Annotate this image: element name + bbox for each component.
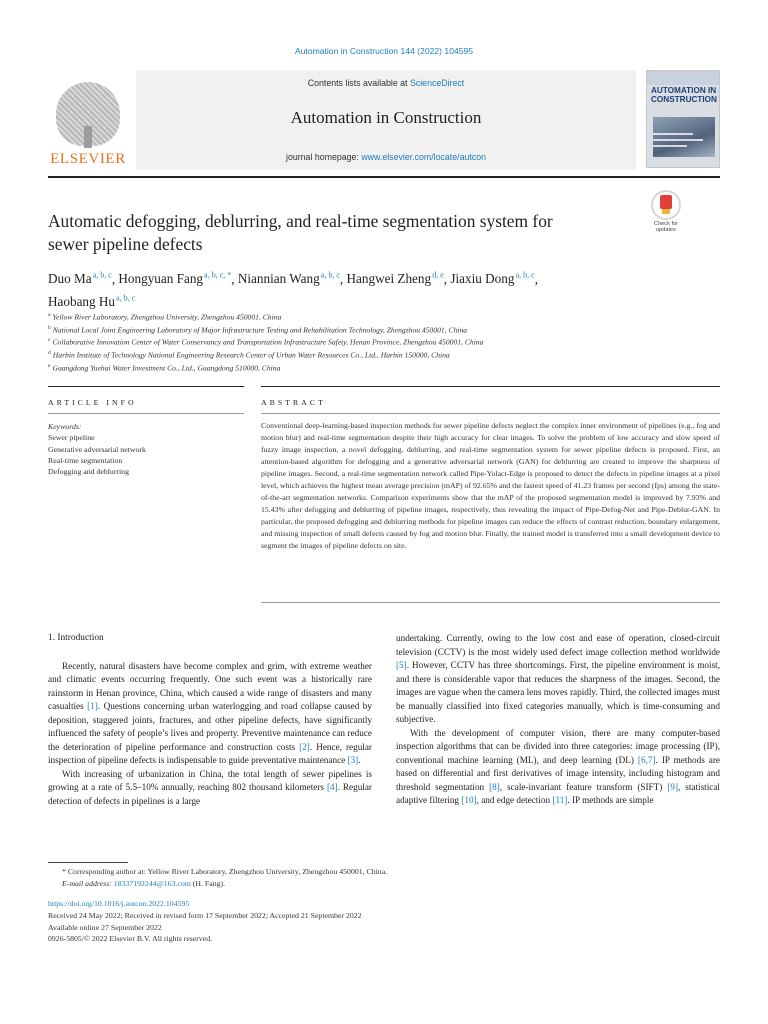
author-list bbox=[48, 266, 668, 311]
corresponding-author-note bbox=[48, 866, 720, 878]
copyright-line: 0926-5805/© 2022 Elsevier B.V. All rights reserved. bbox=[48, 934, 213, 944]
body-paragraph bbox=[48, 768, 372, 809]
affiliation-key: e bbox=[48, 362, 51, 369]
author[interactable] bbox=[347, 271, 444, 286]
author-affiliation-marks[interactable]: a, b, c bbox=[92, 271, 112, 280]
body-text: . bbox=[358, 755, 361, 765]
author[interactable] bbox=[450, 271, 534, 286]
asterisk-mark: * bbox=[62, 867, 68, 876]
affiliation bbox=[48, 310, 688, 323]
journal-banner bbox=[136, 70, 636, 170]
affiliation bbox=[48, 361, 688, 374]
author-name: Duo Ma bbox=[48, 271, 92, 287]
abstract-text: Conventional deep-learning-based inspection methods for sewer pipeline defects neglect the complex inner environment of pipelines (e.g., fog and motion blur) and real-time segmentation despite their high accuracy for clear images. To solve the problem of low accuracy and slow speed of fuzzy image inspection, a novel defogging, deblurring, and real-time segmentation system for sewer pipeline defects is proposed. First, an attention-based algorithm for defogging and a generative adversarial network (GAN) for deblurring are created to improve the sharpness of pipeline images. Second, a real-time segmentation network called Pipe-Yolact-Edge is proposed to detect the defects in pipeline images at a pixel level, which achieves the highest mean average precision (mAP) of 92.65% and the fastest speed of 41.23 frames per second (fps) among the state-of-the-art segmentation networks. Comparison experiments show that the mAP of the proposed segmentation model is improved by 7.93% and 15.43% after defogging and deblurring of pipeline images, respectively, thus revealing the impact of Pipe-Defog-Net and Pipe-Deblur-GAN. In particular, the proposed defogging and deblurring methods for pipeline images can reduce the effects of contrast reduction, boundary enlargement, and missing inspection of small defects caused by fog and motion blur. Finally, the trained model is transferred into a small development device to segment the images of pipeline defects on site. bbox=[261, 421, 720, 550]
body-text: undertaking. Currently, owing to the low cost and ease of operation, closed-circuit television (CCTV) is the most widely used defect image collection method worldwide bbox=[396, 633, 720, 657]
affiliation-key: c bbox=[48, 337, 51, 344]
author[interactable] bbox=[238, 271, 340, 286]
citation-link[interactable]: [9] bbox=[667, 781, 679, 792]
keywords-label: Keywords: bbox=[48, 422, 82, 431]
homepage-line bbox=[136, 152, 636, 162]
body-text: With increasing of urbanization in China, the total length of sewer pipelines is growing at a rate of 5.5–10% annually, reaching 802 thousand kilometers bbox=[48, 768, 372, 792]
affiliation-key: d bbox=[48, 350, 51, 357]
body-text: , scale-invariant feature transform (SIFT) bbox=[499, 781, 668, 792]
affiliation-text: Guangdong Yuehai Water Investment Co., Ltd., Guangdong 510000, China bbox=[52, 363, 281, 373]
cover-line bbox=[653, 145, 687, 147]
body-text: . Regular detection of defects in pipelines is a large bbox=[48, 782, 372, 806]
author-name: Hangwei Zheng bbox=[346, 271, 432, 287]
affiliation-key: a bbox=[48, 312, 51, 318]
journal-masthead bbox=[48, 70, 720, 170]
body-column-right bbox=[396, 632, 720, 808]
article-title bbox=[48, 210, 628, 256]
cover-photo bbox=[653, 117, 715, 157]
body-paragraph bbox=[48, 660, 372, 768]
affiliation bbox=[48, 348, 688, 361]
author-affiliation-marks[interactable]: a, b, c bbox=[320, 271, 340, 280]
email-label: E-mail address: bbox=[62, 878, 112, 888]
keywords-block bbox=[48, 421, 244, 477]
keyword[interactable]: Generative adversarial network bbox=[48, 444, 146, 454]
title-line: Automatic defogging, deblurring, and real-time segmentation system for bbox=[48, 211, 553, 231]
journal-title: Automation in Construction bbox=[290, 108, 482, 127]
body-column-left bbox=[48, 632, 372, 808]
body-text: . IP methods are simple bbox=[567, 795, 654, 805]
received-dates: Received 24 May 2022; Received in revised form 17 September 2022; Accepted 21 September 2022 bbox=[48, 910, 362, 920]
author[interactable] bbox=[48, 294, 135, 309]
citation-link[interactable]: [8] bbox=[489, 781, 500, 792]
affiliation bbox=[48, 323, 688, 336]
email-line bbox=[48, 878, 720, 890]
email-name: (H. Fang). bbox=[192, 878, 226, 888]
keyword[interactable]: Sewer pipeline bbox=[48, 433, 95, 443]
abstract-bottom-rule bbox=[261, 602, 720, 603]
running-header[interactable]: Automation in Construction 144 (2022) 104595 bbox=[294, 46, 474, 56]
corresponding-text: Corresponding author at: Yellow River Laboratory, Zhengzhou University, Zhengzhou 450001, China. bbox=[67, 867, 388, 876]
author-affiliation-marks[interactable]: d, e bbox=[432, 271, 444, 280]
cover-line bbox=[653, 139, 703, 141]
sciencedirect-link[interactable]: ScienceDirect bbox=[409, 78, 465, 88]
section-heading-introduction: 1. Introduction bbox=[48, 633, 104, 643]
check-for-updates-button[interactable] bbox=[646, 190, 686, 238]
body-paragraph bbox=[396, 632, 720, 727]
affiliation-text: National Local Joint Engineering Laboratory of Major Infrastructure Testing and Rehabilitation Technology, Zhengzhou 450001, China bbox=[52, 325, 468, 335]
citation-link[interactable]: [6,7] bbox=[637, 754, 656, 765]
body-text: . IP methods are based on differential and first derivatives of image intensity, including histogram and threshold segmentation bbox=[396, 754, 720, 792]
footnote bbox=[48, 866, 720, 889]
affiliation-text: Collaborative Innovation Center of Water Conservancy and Transportation Infrastructure Safety, Henan Province, Zhengzhou 450001, China bbox=[52, 338, 484, 347]
doi-link[interactable]: https://doi.org/10.1016/j.autcon.2022.104595 bbox=[48, 899, 190, 908]
author-affiliation-marks[interactable]: a, b, c bbox=[116, 293, 136, 303]
author-name: Haobang Hu bbox=[48, 293, 116, 309]
body-text: , statistical adaptive filtering bbox=[396, 781, 720, 805]
elsevier-logo[interactable] bbox=[48, 76, 128, 170]
cover-band bbox=[647, 71, 719, 85]
check-updates-label: Check for updates bbox=[654, 221, 678, 234]
article-info-sub-rule bbox=[48, 413, 244, 414]
publisher-name: ELSEVIER bbox=[50, 151, 126, 167]
abstract-sub-rule bbox=[261, 413, 720, 414]
journal-cover-image[interactable] bbox=[646, 70, 720, 168]
citation-link[interactable]: [2] bbox=[299, 741, 310, 752]
article-info-heading: ARTICLE INFO bbox=[48, 398, 137, 407]
author-affiliation-marks[interactable]: a, b, c, * bbox=[204, 271, 232, 280]
body-text: . Hence, regular inspection of pipeline defects is indispensable to guide preventative maintenance bbox=[48, 741, 372, 765]
author-name: Hongyuan Fang bbox=[118, 271, 204, 287]
affiliation-key: b bbox=[48, 324, 51, 331]
author[interactable] bbox=[48, 271, 112, 286]
email-link[interactable]: 18337192244@163.com bbox=[113, 878, 191, 888]
author-separator: , bbox=[111, 271, 119, 287]
author[interactable] bbox=[118, 271, 231, 286]
affiliation bbox=[48, 335, 688, 348]
available-online-date: Available online 27 September 2022 bbox=[48, 922, 162, 932]
citation-link[interactable]: [3] bbox=[347, 755, 359, 765]
body-text: , and edge detection bbox=[476, 795, 553, 805]
contents-line bbox=[136, 78, 636, 88]
body-text: . Questions concerning urban waterlogging and road collapse caused by deposition, staggered joints, fractures, and other pipeline defects, have significantly influenced the safety of people’s lives and property. Preventive maintenance can reduce the deterioration of pipeline performance and construction costs bbox=[48, 701, 372, 752]
author-separator: , bbox=[443, 271, 451, 287]
author-affiliation-marks[interactable]: a, b, c bbox=[515, 271, 535, 280]
citation-link[interactable]: [4] bbox=[326, 782, 338, 792]
author-separator: , bbox=[231, 271, 238, 287]
abstract-heading: ABSTRACT bbox=[261, 398, 326, 407]
homepage-prefix: journal homepage: bbox=[285, 152, 362, 162]
tree-icon bbox=[56, 82, 120, 146]
affiliation-text: Harbin Institute of Technology National Engineering Research Center of Urban Water Resources Co., Ltd., Harbin 150000, China bbox=[52, 350, 450, 360]
citation-link[interactable]: [10] bbox=[461, 795, 477, 805]
title-line: sewer pipeline defects bbox=[48, 234, 203, 254]
author-separator: , bbox=[534, 271, 538, 287]
article-info-top-rule bbox=[48, 386, 244, 387]
author-name: Niannian Wang bbox=[237, 271, 320, 287]
author-name: Jiaxiu Dong bbox=[450, 271, 515, 287]
abstract-top-rule bbox=[261, 386, 720, 387]
body-paragraph bbox=[396, 727, 720, 808]
author-separator: , bbox=[339, 271, 347, 287]
citation-link[interactable]: [1] bbox=[87, 701, 98, 711]
footnote-rule bbox=[48, 862, 128, 863]
contents-prefix: Contents lists available at bbox=[307, 78, 410, 88]
citation-link[interactable]: [11] bbox=[552, 795, 568, 805]
affiliation-list bbox=[48, 310, 688, 374]
keyword[interactable]: Defogging and deblurring bbox=[48, 467, 129, 477]
cover-line bbox=[653, 133, 693, 135]
keyword[interactable]: Real-time segmentation bbox=[48, 455, 123, 465]
check-updates-icon bbox=[651, 190, 681, 220]
journal-homepage-link[interactable]: www.elsevier.com/locate/autcon bbox=[361, 152, 486, 162]
cover-title: AUTOMATION IN CONSTRUCTION bbox=[651, 86, 717, 104]
body-text: With the development of computer vision, there are many computer-based inspection algorithms that can be divided into three categories: image processing (IP), conventional machine learning (ML), and deep learning (DL) bbox=[396, 727, 720, 765]
affiliation-text: Yellow River Laboratory, Zhengzhou University, Zhengzhou 450001, China bbox=[52, 312, 282, 322]
citation-link[interactable]: [5] bbox=[396, 660, 407, 670]
body-text: . However, CCTV has three shortcomings. First, the pipeline environment is moist, and there is considerable vapor that reduces the sharpness of the images. Second, the images are vague when the camera lens moves rapidly. Third, the collected images must be manually classified into fixed categories manually, which is time-consuming and subjective. bbox=[396, 660, 721, 724]
publication-info bbox=[48, 898, 720, 945]
body-text: Recently, natural disasters have become complex and grim, with extreme weather and climatic events occurring frequently. One such event was a historically rare rainstorm in Henan province, China, which caused a wide range of disasters and many casualties bbox=[48, 660, 372, 711]
masthead-divider bbox=[48, 176, 720, 178]
